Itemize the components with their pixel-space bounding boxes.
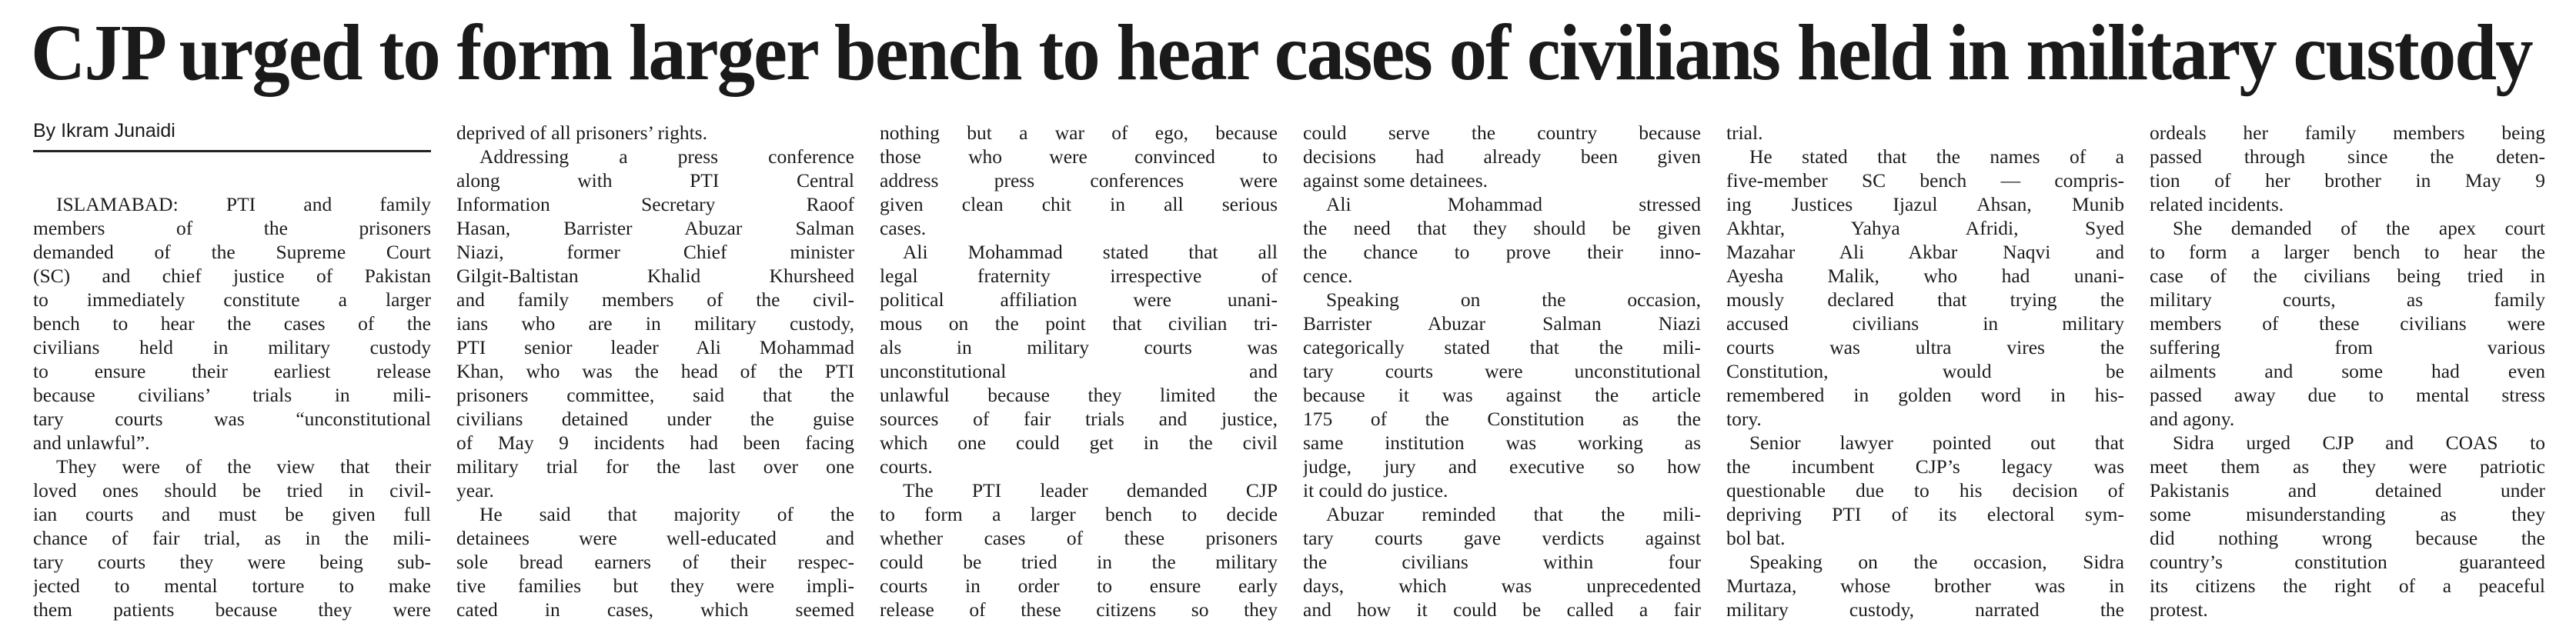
- text-line: Information Secretary Raoof: [456, 193, 854, 215]
- text-line: passed away due to mental stress: [2150, 384, 2545, 406]
- text-line: judge, jury and executive so how: [1303, 455, 1701, 478]
- text-line: them patients because they were: [33, 598, 431, 621]
- text-line: Murtaza, whose brother was in: [1726, 575, 2124, 597]
- text-line: given clean chit in all serious: [880, 193, 1278, 215]
- text-line: mously declared that trying the: [1726, 288, 2124, 311]
- byline-divider: [33, 150, 431, 152]
- paragraph-first-line: Senior lawyer pointed out that: [1749, 431, 2124, 454]
- text-line: tory.: [1726, 408, 1762, 430]
- text-line: could be tried in the military: [880, 551, 1278, 573]
- text-line: jected to mental torture to make: [33, 575, 431, 597]
- text-line: because civilians’ trials in mili-: [33, 384, 431, 406]
- text-line: Barrister Abuzar Salman Niazi: [1303, 312, 1701, 335]
- text-line: ailments and some had even: [2150, 360, 2545, 382]
- text-line: remembered in golden word in his-: [1726, 384, 2124, 406]
- article-column-3: [880, 121, 1278, 621]
- text-line: same institution was working as: [1303, 431, 1701, 454]
- text-line: to immediately constitute a larger: [33, 288, 431, 311]
- text-line: (SC) and chief justice of Pakistan: [33, 265, 431, 287]
- text-line: loved ones should be tried in civil-: [33, 479, 431, 501]
- text-line: bol bat.: [1726, 527, 1786, 549]
- paragraph-first-line: The PTI leader demanded CJP: [903, 479, 1278, 501]
- text-line: military courts, as family: [2150, 288, 2545, 311]
- text-line: deprived of all prisoners’ rights.: [456, 122, 707, 144]
- text-line: did nothing wrong because the: [2150, 527, 2545, 549]
- headline: CJP urged to form larger bench to hear cases of civilians held in military custody: [31, 8, 2532, 97]
- text-line: along with PTI Central: [456, 169, 854, 192]
- text-line: it could do justice.: [1303, 479, 1448, 501]
- paragraph-first-line: Sidra urged CJP and COAS to: [2173, 431, 2545, 454]
- paragraph-first-line: Ali Mohammad stressed: [1326, 193, 1701, 215]
- text-line: year.: [456, 479, 494, 501]
- text-line: civilians held in military custody: [33, 336, 431, 358]
- text-line: release of these citizens so they: [880, 598, 1278, 621]
- text-line: against some detainees.: [1303, 169, 1488, 192]
- text-line: legal fraternity irrespective of: [880, 265, 1278, 287]
- text-line: sources of fair trials and justice,: [880, 408, 1278, 430]
- text-line: Ayesha Malik, who had unani-: [1726, 265, 2124, 287]
- text-line: cases.: [880, 217, 927, 239]
- text-line: decisions had already been given: [1303, 145, 1701, 168]
- text-line: and unlawful”.: [33, 431, 150, 454]
- text-line: meet them as they were patriotic: [2150, 455, 2545, 478]
- text-line: to form a larger bench to hear the: [2150, 241, 2545, 263]
- text-line: categorically stated that the mili-: [1303, 336, 1701, 358]
- text-line: members of these civilians were: [2150, 312, 2545, 335]
- article-column-2: [456, 121, 854, 621]
- text-line: PTI senior leader Ali Mohammad: [456, 336, 854, 358]
- text-line: ian courts and must be given full: [33, 503, 431, 525]
- text-line: courts in order to ensure early: [880, 575, 1278, 597]
- text-line: Constitution, would be: [1726, 360, 2124, 382]
- text-line: bench to hear the cases of the: [33, 312, 431, 335]
- text-line: Pakistanis and detained under: [2150, 479, 2545, 501]
- text-line: Niazi, former Chief minister: [456, 241, 854, 263]
- text-line: suffering from various: [2150, 336, 2545, 358]
- text-line: tary courts they were being sub-: [33, 551, 431, 573]
- text-line: cated in cases, which seemed: [456, 598, 854, 621]
- text-line: prisoners committee, said that the: [456, 384, 854, 406]
- text-line: Khan, who was the head of the PTI: [456, 360, 854, 382]
- text-line: courts.: [880, 455, 933, 478]
- text-line: mous on the point that civilian tri-: [880, 312, 1278, 335]
- paragraph-first-line: ISLAMABAD: PTI and family: [56, 193, 431, 215]
- text-line: the need that they should be given: [1303, 217, 1701, 239]
- paragraph-first-line: Ali Mohammad stated that all: [903, 241, 1278, 263]
- text-line: tive families but they were impli-: [456, 575, 854, 597]
- text-line: could serve the country because: [1303, 122, 1701, 144]
- text-line: nothing but a war of ego, because: [880, 122, 1278, 144]
- text-line: detainees were well-educated and: [456, 527, 854, 549]
- text-line: unlawful because they limited the: [880, 384, 1278, 406]
- text-line: accused civilians in military: [1726, 312, 2124, 335]
- text-line: sole bread earners of their respec-: [456, 551, 854, 573]
- paragraph-first-line: They were of the view that their: [56, 455, 431, 478]
- text-line: tion of her brother in May 9: [2150, 169, 2545, 192]
- article-column-6: [2150, 121, 2545, 621]
- text-line: tary courts gave verdicts against: [1303, 527, 1701, 549]
- text-line: and how it could be called a fair: [1303, 598, 1701, 621]
- text-line: days, which was unprecedented: [1303, 575, 1701, 597]
- text-line: civilians detained under the guise: [456, 408, 854, 430]
- text-line: ians who are in military custody,: [456, 312, 854, 335]
- text-line: to form a larger bench to decide: [880, 503, 1278, 525]
- text-line: courts was ultra vires the: [1726, 336, 2124, 358]
- text-line: the chance to prove their inno-: [1303, 241, 1701, 263]
- text-line: the civilians within four: [1303, 551, 1701, 573]
- paragraph-first-line: He said that majority of the: [479, 503, 854, 525]
- text-line: questionable due to his decision of: [1726, 479, 2124, 501]
- text-line: passed through since the deten-: [2150, 145, 2545, 168]
- text-line: Gilgit-Baltistan Khalid Khursheed: [456, 265, 854, 287]
- text-line: trial.: [1726, 122, 1763, 144]
- article-column-5: [1726, 121, 2124, 621]
- text-line: unconstitutional and: [880, 360, 1278, 382]
- text-line: military custody, narrated the: [1726, 598, 2124, 621]
- text-line: whether cases of these prisoners: [880, 527, 1278, 549]
- byline: By Ikram Junaidi: [33, 120, 175, 142]
- paragraph-first-line: Speaking on the occasion,: [1326, 288, 1701, 311]
- text-line: members of the prisoners: [33, 217, 431, 239]
- paragraph-first-line: Addressing a press conference: [479, 145, 854, 168]
- text-line: tary courts was “unconstitutional: [33, 408, 431, 430]
- article-column-4: [1303, 121, 1701, 621]
- text-line: depriving PTI of its electoral sym-: [1726, 503, 2124, 525]
- text-line: case of the civilians being tried in: [2150, 265, 2545, 287]
- text-line: some misunderstanding as they: [2150, 503, 2545, 525]
- text-line: address press conferences were: [880, 169, 1278, 192]
- text-line: ing Justices Ijazul Ahsan, Munib: [1726, 193, 2124, 215]
- text-line: its citizens the right of a peaceful: [2150, 575, 2545, 597]
- text-line: als in military courts was: [880, 336, 1278, 358]
- article-column-1: [33, 192, 431, 621]
- text-line: chance of fair trial, as in the mili-: [33, 527, 431, 549]
- text-line: five-member SC bench — compris-: [1726, 169, 2124, 192]
- text-line: related incidents.: [2150, 193, 2284, 215]
- text-line: Mazahar Ali Akbar Naqvi and: [1726, 241, 2124, 263]
- text-line: cence.: [1303, 265, 1353, 287]
- text-line: of May 9 incidents had been facing: [456, 431, 854, 454]
- text-line: demanded of the Supreme Court: [33, 241, 431, 263]
- paragraph-first-line: She demanded of the apex court: [2173, 217, 2545, 239]
- text-line: which one could get in the civil: [880, 431, 1278, 454]
- text-line: tary courts were unconstitutional: [1303, 360, 1701, 382]
- text-line: because it was against the article: [1303, 384, 1701, 406]
- text-line: country’s constitution guaranteed: [2150, 551, 2545, 573]
- text-line: to ensure their earliest release: [33, 360, 431, 382]
- text-line: political affiliation were unani-: [880, 288, 1278, 311]
- paragraph-first-line: He stated that the names of a: [1749, 145, 2124, 168]
- text-line: military trial for the last over one: [456, 455, 854, 478]
- text-line: protest.: [2150, 598, 2208, 621]
- text-line: those who were convinced to: [880, 145, 1278, 168]
- text-line: Akhtar, Yahya Afridi, Syed: [1726, 217, 2124, 239]
- text-line: and agony.: [2150, 408, 2235, 430]
- text-line: and family members of the civil-: [456, 288, 854, 311]
- text-line: Hasan, Barrister Abuzar Salman: [456, 217, 854, 239]
- text-line: ordeals her family members being: [2150, 122, 2545, 144]
- paragraph-first-line: Abuzar reminded that the mili-: [1326, 503, 1701, 525]
- text-line: the incumbent CJP’s legacy was: [1726, 455, 2124, 478]
- text-line: 175 of the Constitution as the: [1303, 408, 1701, 430]
- paragraph-first-line: Speaking on the occasion, Sidra: [1749, 551, 2124, 573]
